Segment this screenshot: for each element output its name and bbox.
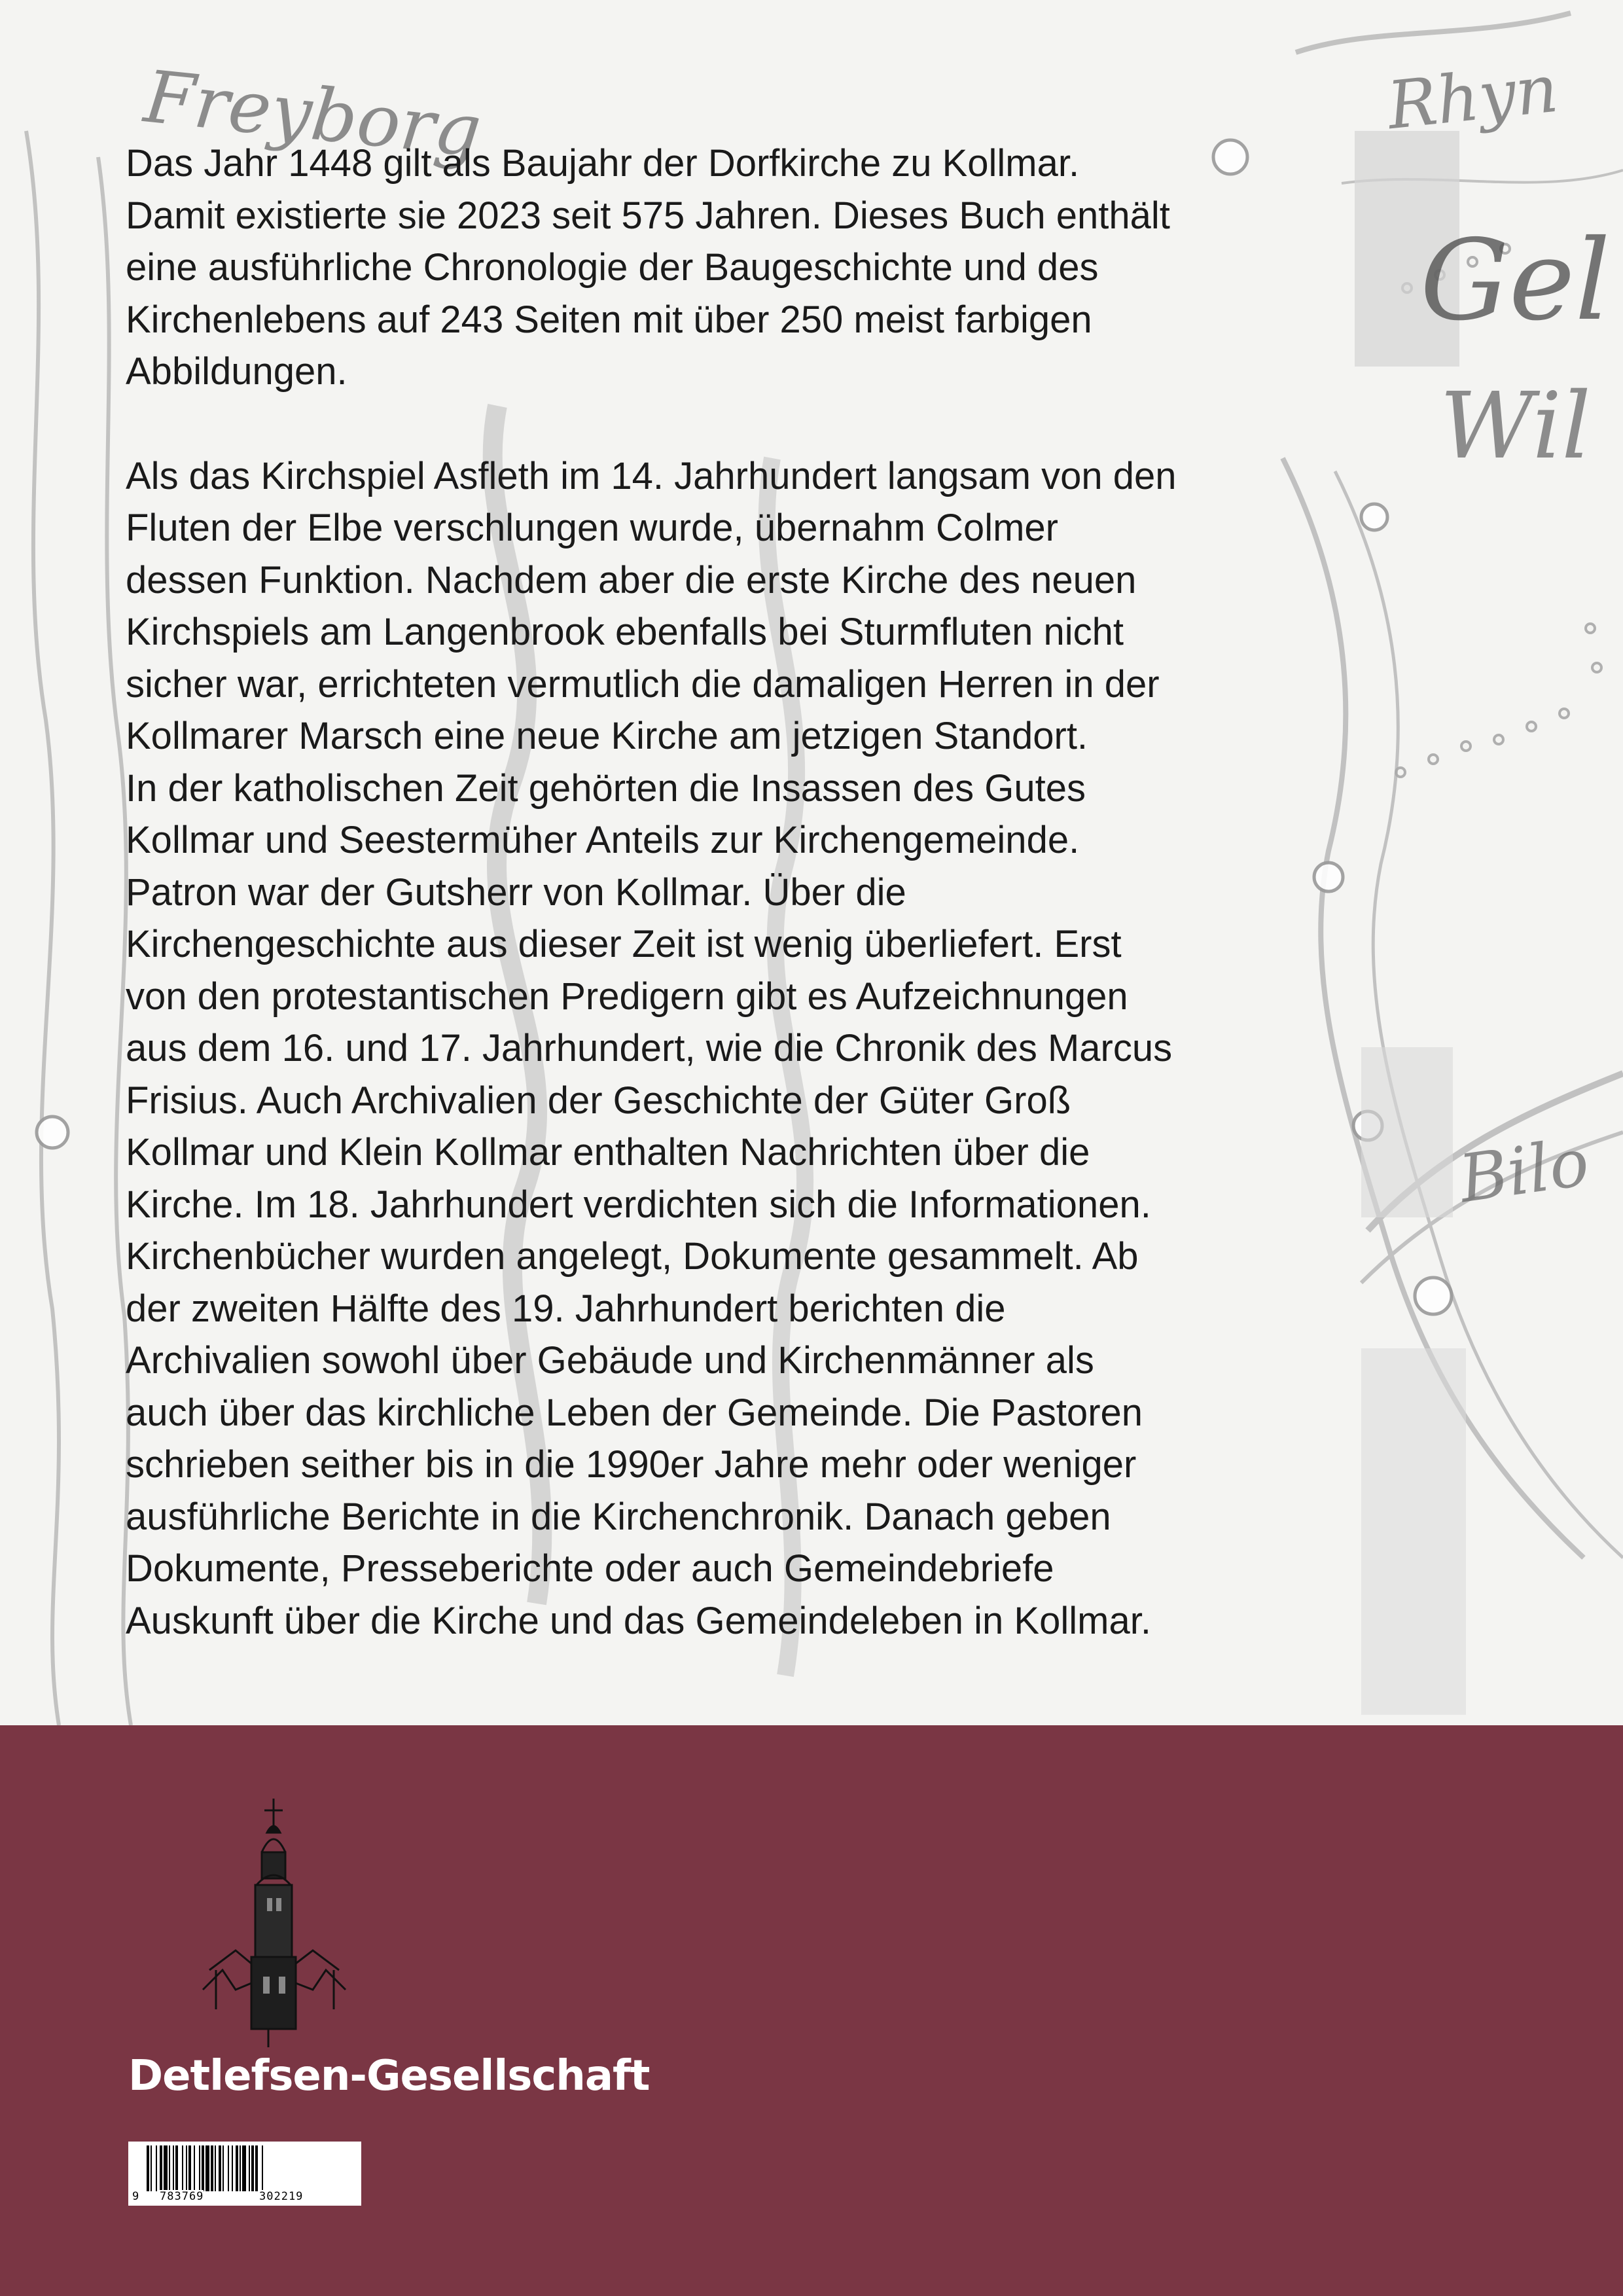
map-label-rhyn: Rhyn — [1383, 50, 1562, 145]
barcode-bar — [223, 2145, 224, 2191]
blurb-line: Damit existierte sie 2023 seit 575 Jahren. Dieses Buch enthält — [126, 194, 1170, 237]
blurb-line: Kirchenlebens auf 243 Seiten mit über 250 meist farbigen — [126, 298, 1092, 341]
blurb-line: Fluten der Elbe verschlungen wurde, übernahm Colmer — [126, 507, 1058, 549]
blurb-text — [126, 137, 1317, 1647]
blurb-line: Auskunft über die Kirche und das Gemeindeleben in Kollmar. — [126, 1599, 1151, 1642]
barcode-bar — [251, 2145, 254, 2191]
blurb-paragraph-2 — [126, 450, 1317, 1647]
barcode-bar — [205, 2145, 209, 2191]
church-tower-icon — [196, 1793, 353, 2049]
blurb-paragraph-1 — [126, 137, 1317, 398]
barcode-bar — [219, 2145, 221, 2191]
barcode-bar — [242, 2145, 246, 2191]
blurb-line: Archivalien sowohl über Gebäude und Kirchenmänner als — [126, 1339, 1094, 1382]
blurb-line: Frisius. Auch Archivalien der Geschichte der Güter Groß — [126, 1079, 1071, 1122]
blurb-line: Kirche. Im 18. Jahrhundert verdichten sich die Informationen. — [126, 1183, 1151, 1226]
blurb-line: ausführliche Berichte in die Kirchenchronik. Danach geben — [126, 1495, 1111, 1538]
blurb-line: von den protestantischen Predigern gibt es Aufzeichnungen — [126, 975, 1128, 1018]
barcode-bar — [188, 2145, 191, 2191]
barcode-group-right: 302219 — [259, 2190, 304, 2203]
barcode-bar — [240, 2145, 241, 2191]
blurb-line: Kirchspiels am Langenbrook ebenfalls bei Sturmfluten nicht — [126, 611, 1124, 653]
blurb-line: eine ausführliche Chronologie der Baugeschichte und des — [126, 246, 1099, 289]
map-label-gel: Gel — [1420, 216, 1611, 346]
barcode-bar — [249, 2145, 250, 2191]
barcode-bar — [262, 2145, 263, 2191]
blurb-line: Patron war der Gutsherr von Kollmar. Über die — [126, 870, 906, 914]
barcode-bar — [151, 2145, 152, 2191]
barcode-bar — [194, 2145, 195, 2191]
blurb-line: Kollmar und Seestermüher Anteils zur Kirchengemeinde. — [126, 819, 1080, 861]
barcode-bar — [255, 2145, 258, 2191]
publisher-name: Detlefsen-Gesellschaft — [128, 2052, 650, 2100]
barcode-bar — [182, 2145, 183, 2191]
barcode-bar — [199, 2145, 200, 2191]
barcode-bar — [228, 2145, 229, 2191]
blurb-line: Das Jahr 1448 gilt als Baujahr der Dorfkirche zu Kollmar. — [126, 142, 1080, 185]
barcode-bar — [202, 2145, 204, 2191]
barcode-bar — [232, 2145, 233, 2191]
blurb-line: aus dem 16. und 17. Jahrhundert, wie die Chronik des Marcus — [126, 1027, 1173, 1069]
blurb-line: Kirchengeschichte aus dieser Zeit ist wenig überliefert. Erst — [126, 923, 1122, 965]
barcode-bar — [160, 2145, 162, 2191]
map-label-wil: Wil — [1440, 373, 1591, 480]
map-label-freyborg: Freyborg — [140, 54, 486, 173]
blurb-line: schrieben seither bis in die 1990er Jahre mehr oder weniger — [126, 1443, 1137, 1486]
map-label-bilo: Bilo — [1454, 1123, 1594, 1218]
blurb-line: Kirchenbücher wurden angelegt, Dokumente gesammelt. Ab — [126, 1235, 1139, 1278]
blurb-line: Kollmar und Klein Kollmar enthalten Nachrichten über die — [126, 1131, 1090, 1174]
blurb-line: dessen Funktion. Nachdem aber die erste Kirche des neuen — [126, 558, 1137, 601]
barcode-bar — [164, 2145, 168, 2191]
blurb-line: Als das Kirchspiel Asfleth im 14. Jahrhundert langsam von den — [126, 454, 1177, 497]
barcode-bar — [175, 2145, 178, 2191]
blurb-line: sicher war, errichteten vermutlich die damaligen Herren in der — [126, 662, 1160, 706]
isbn-barcode — [128, 2142, 361, 2206]
barcode-bar — [169, 2145, 170, 2191]
blurb-line: der zweiten Hälfte des 19. Jahrhundert berichten die — [126, 1287, 1006, 1330]
blurb-line: auch über das kirchliche Leben der Gemeinde. Die Pastoren — [126, 1391, 1143, 1434]
barcode-bar — [236, 2145, 238, 2191]
blurb-line: In der katholischen Zeit gehörten die Insassen des Gutes — [126, 766, 1086, 810]
barcode-bar — [173, 2145, 174, 2191]
barcode-group-left: 783769 — [160, 2190, 204, 2203]
blurb-line: Dokumente, Presseberichte oder auch Gemeindebriefe — [126, 1547, 1054, 1590]
barcode-bar — [186, 2145, 187, 2191]
blurb-line: Kollmarer Marsch eine neue Kirche am jetzigen Standort. — [126, 715, 1088, 757]
barcode-bar — [156, 2145, 157, 2191]
barcode-lead-digit: 9 — [132, 2190, 140, 2203]
blurb-line: Abbildungen. — [126, 350, 348, 393]
barcode-bar — [215, 2145, 216, 2191]
barcode-bar — [211, 2145, 213, 2191]
barcode-bar — [147, 2145, 149, 2191]
